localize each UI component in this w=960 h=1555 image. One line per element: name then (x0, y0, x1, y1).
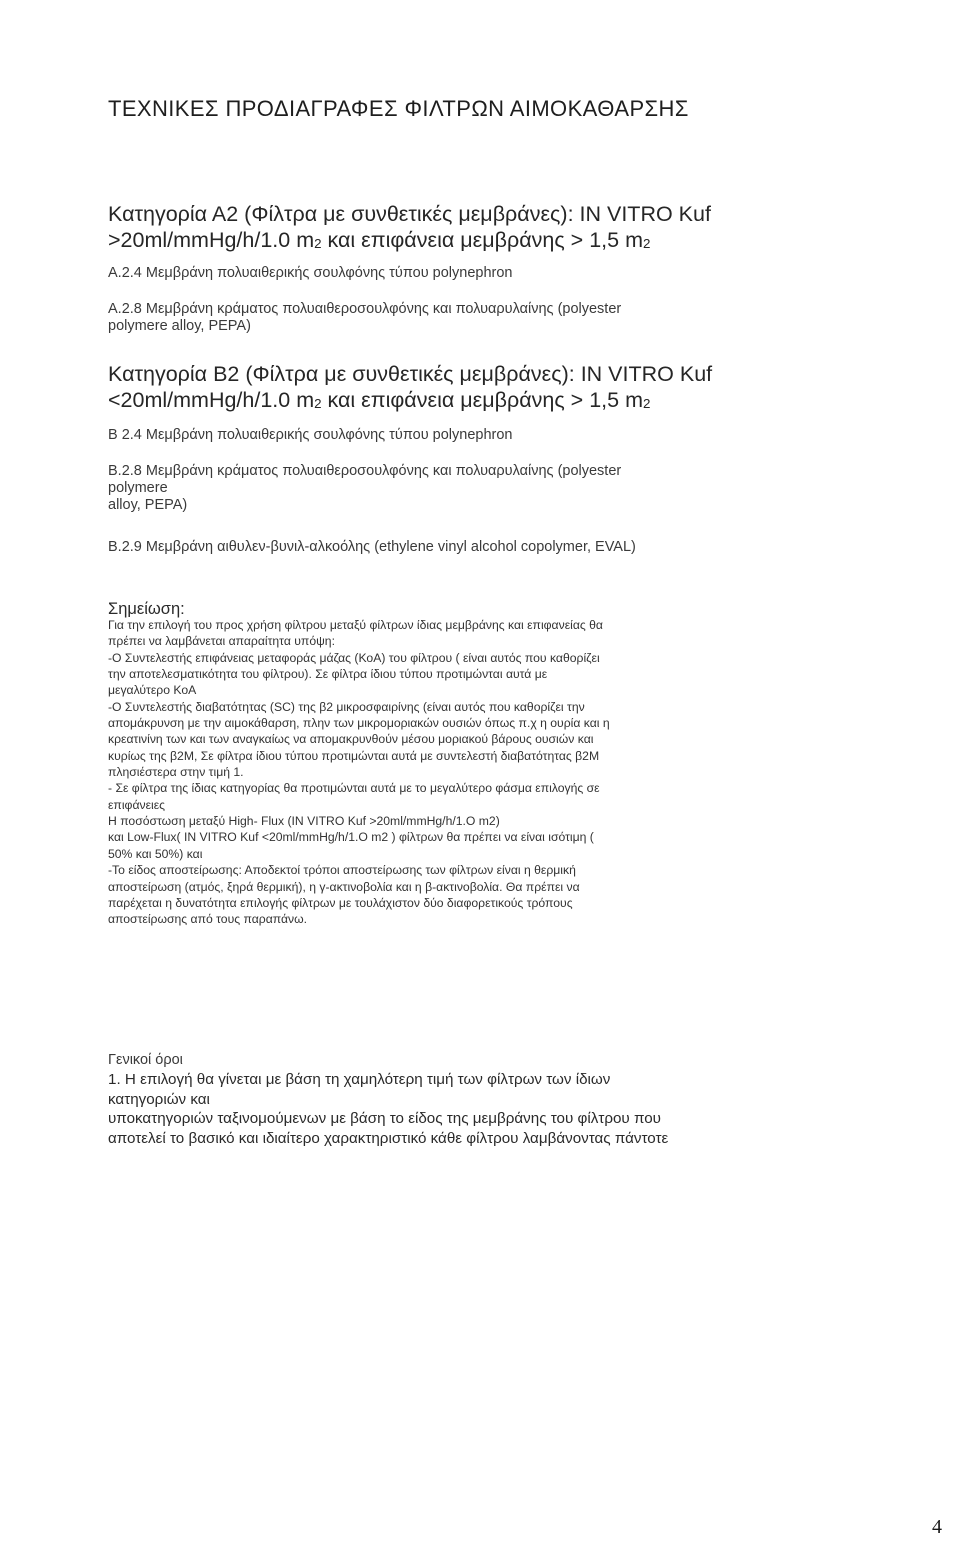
item-b-2-4: Β 2.4 Μεμβράνη πολυαιθερικής σουλφόνης τύπου polynephron (108, 427, 513, 443)
item-a-2-8 (108, 301, 621, 335)
item-b-2-8-line-2: polymere (108, 480, 168, 496)
note-line: -Ο Συντελεστής επιφάνειας μεταφοράς μάζας (ΚοΑ) του φίλτρου ( είναι αυτός που καθορίζει (108, 650, 600, 665)
page-number: 4 (932, 1516, 942, 1538)
category-b2-heading (108, 361, 712, 416)
general-terms (108, 1052, 668, 1148)
note-line: - Σε φίλτρα της ίδιας κατηγορίας θα προτιμώνται αυτά με το μεγαλύτερο φάσμα επιλογής σε (108, 781, 600, 796)
note-heading: Σημείωση: (108, 600, 185, 618)
note-line: και Low-Flux( IN VITRO Kuf <20ml/mmHg/h/1.O m2 ) φίλτρων θα πρέπει να είναι ισότιμη ( (108, 830, 594, 845)
category-a2-heading (108, 201, 711, 256)
note-line: επιφάνειες (108, 797, 166, 812)
note-line: -Ο Συντελεστής διαβατότητας (SC) της β2 μικροσφαιρίνης (είναι αυτός που καθορίζει την (108, 699, 585, 714)
general-terms-line: αποτελεί το βασικό και ιδιαίτερο χαρακτηριστικό κάθε φίλτρου λαμβάνοντας πάντοτε (108, 1129, 669, 1147)
note-line: κρεατινίνη των και των αναγκαίως να απομακρυνθούν μέσου μοριακού βάρους ουσιών και (108, 732, 594, 747)
item-b-2-9: Β.2.9 Μεμβράνη αιθυλεν-βυνιλ-αλκοόλης (ethylene vinyl alcohol copolymer, EVAL) (108, 539, 636, 555)
item-a-2-8-line-1: Α.2.8 Μεμβράνη κράματος πολυαιθεροσουλφόνης και πολυαρυλαίνης (polyester (108, 301, 622, 317)
category-a2-line-2: >20ml/mmHg/h/1.0 $m_2$ και επιφάνεια μεμβράνης > 1,5 $m_2$ (108, 228, 651, 252)
note-line: απομάκρυνση με την αιμοκάθαρση, πλην των μικρομοριακών ουσιών όπως π.χ η ουρία και η (108, 716, 610, 731)
note-line: μεγαλύτερο ΚοΑ (108, 683, 197, 698)
note-line: -Το είδος αποστείρωσης: Αποδεκτοί τρόποι αποστείρωσης των φίλτρων είναι η θερμική (108, 863, 576, 878)
note-line: αποστείρωση (ατμός, ξηρά θερμική), η γ-ακτινοβολία και η β-ακτινοβολία. Θα πρέπει να (108, 879, 580, 894)
general-terms-line: 1. Η επιλογή θα γίνεται με βάση τη χαμηλότερη τιμή των φίλτρων των ίδιων (108, 1071, 611, 1088)
note-line: κυρίως της β2Μ, Σε φίλτρα ίδιου τύπου προτιμώνται αυτά με συντελεστή διαβατότητας β2Μ (108, 748, 600, 763)
general-terms-line: κατηγοριών και (108, 1090, 210, 1108)
note-line: παρέχεται η δυνατότητα επιλογής φίλτρων με τουλάχιστον δύο διαφορετικούς τρόπους (108, 895, 573, 910)
note-line: πρέπει να λαμβάνεται απαραίτητα υπόψη: (108, 634, 335, 649)
note-line: αποστείρωσης από τους παραπάνω. (108, 912, 308, 927)
general-terms-heading: Γενικοί όροι (108, 1052, 183, 1068)
note-line: 50% και 50%) και (108, 846, 203, 861)
note-body (108, 617, 610, 928)
item-a-2-8-line-2: polymere alloy, PEPA) (108, 318, 251, 334)
note-line: Για την επιλογή του προς χρήση φίλτρου μεταξύ φίλτρων ίδιας μεμβράνης και επιφανείας θα (108, 618, 603, 632)
general-terms-body (108, 1070, 668, 1148)
item-b-2-8-line-1: Β.2.8 Μεμβράνη κράματος πολυαιθεροσουλφόνης και πολυαρυλαίνης (polyester (108, 463, 622, 479)
document-title: ΤΕΧΝΙΚΕΣ ΠΡΟΔΙΑΓΡΑΦΕΣ ΦΙΛΤΡΩΝ ΑΙΜΟΚΑΘΑΡΣΗΣ (108, 96, 689, 121)
note-line: Η ποσόστωση μεταξύ High- Flux (IN VITRO Kuf >20ml/mmHg/h/1.O m2) (108, 814, 500, 829)
item-a-2-4: Α.2.4 Μεμβράνη πολυαιθερικής σουλφόνης τύπου polynephron (108, 265, 513, 281)
item-b-2-8 (108, 463, 621, 514)
general-terms-line: υποκατηγοριών ταξινομούμενων με βάση το είδος της μεμβράνης του φίλτρου που (108, 1110, 661, 1127)
category-a2-line-1: Κατηγορία Α2 (Φίλτρα με συνθετικές μεμβράνες): IN VITRO Kuf (108, 202, 711, 226)
category-b2-line-2: <20ml/mmHg/h/1.0 $m_2$ και επιφάνεια μεμβράνης > 1,5 $m_2$ (108, 388, 651, 412)
note-line: την αποτελεσματικότητα του φίλτρου). Σε φίλτρα ίδιου τύπου προτιμώνται αυτά με (108, 667, 548, 682)
item-b-2-8-line-3: alloy, PEPA) (108, 497, 188, 513)
note-line: πλησιέστερα στην τιμή 1. (108, 765, 244, 780)
category-b2-line-1: Κατηγορία Β2 (Φίλτρα με συνθετικές μεμβράνες): IN VITRO Kuf (108, 362, 713, 386)
